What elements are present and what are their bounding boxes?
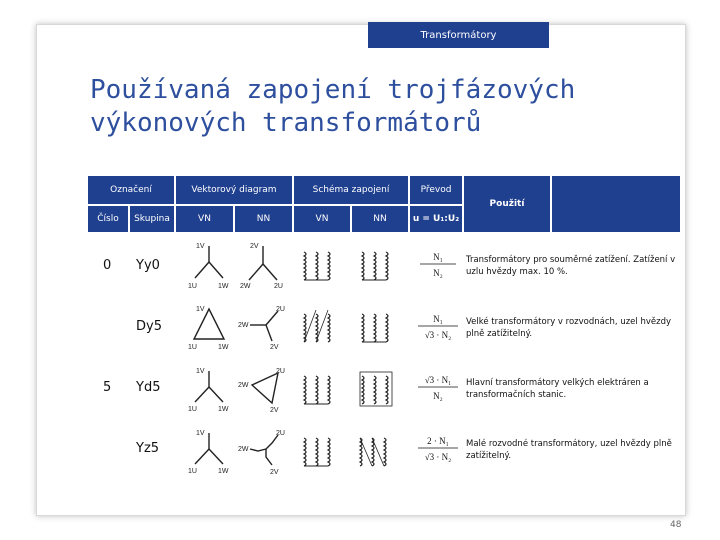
- svg-text:1W: 1W: [218, 344, 229, 351]
- header-vn-vector: VN: [176, 206, 233, 232]
- row3-nn-triangle-diagram: [238, 365, 288, 413]
- header-prevod: Převod: [410, 176, 462, 204]
- row3-ratio: [414, 371, 462, 405]
- svg-text:2W: 2W: [238, 446, 249, 453]
- header-pouziti: Použití: [464, 176, 550, 232]
- svg-text:1V: 1V: [196, 368, 205, 375]
- row4-skupina: Yz5: [136, 441, 160, 456]
- header-vektorovy: Vektorový diagram: [176, 176, 292, 204]
- title-line-1: Používaná zapojení trojfázových: [90, 75, 576, 105]
- header-tab: Transformátory: [368, 22, 549, 48]
- svg-text:2V: 2V: [270, 344, 279, 351]
- header-vn-schema: VN: [294, 206, 350, 232]
- row2-skupina: Dy5: [136, 319, 162, 334]
- row4-ratio: [414, 432, 462, 466]
- svg-text:2V: 2V: [270, 407, 279, 413]
- header-ratio: u = U₁:U₂: [410, 206, 462, 232]
- row3-use: Hlavní transformátory velkých elektráren a transformačních stanic.: [466, 378, 649, 400]
- svg-text:2V: 2V: [270, 469, 279, 475]
- svg-text:2W: 2W: [238, 322, 249, 329]
- svg-text:1W: 1W: [218, 283, 229, 290]
- row2-ratio: [414, 310, 462, 344]
- svg-text:1U: 1U: [188, 344, 197, 351]
- header-skupina: Skupina: [130, 206, 174, 232]
- svg-text:1U: 1U: [188, 468, 197, 475]
- svg-text:1U: 1U: [188, 283, 197, 290]
- svg-text:1W: 1W: [218, 468, 229, 475]
- header-nn-schema: NN: [352, 206, 408, 232]
- svg-text:1V: 1V: [196, 243, 205, 250]
- svg-text:2U: 2U: [274, 283, 283, 290]
- row1-skupina: Yy0: [136, 258, 160, 273]
- row1-use: Transformátory pro souměrné zatížení. Zatížení v uzlu hvězdy max. 10 %.: [466, 255, 676, 277]
- svg-text:2U: 2U: [276, 430, 285, 437]
- slide-title: [90, 74, 650, 140]
- row1-ratio-den: N₂: [433, 268, 443, 278]
- row4-ratio-num: 2 · N₁: [427, 436, 449, 446]
- row1-cislo: 0: [103, 258, 112, 273]
- row2-nn-star-diagram: [238, 303, 288, 351]
- svg-text:1W: 1W: [218, 406, 229, 413]
- row1-nn-star-diagram: [238, 240, 288, 290]
- header-schema: Schéma zapojení: [294, 176, 408, 204]
- row3-ratio-num: √3 · N₁: [424, 375, 452, 385]
- svg-text:2V: 2V: [250, 243, 259, 250]
- svg-text:1U: 1U: [188, 406, 197, 413]
- svg-text:2W: 2W: [240, 283, 251, 290]
- row3-skupina: Yd5: [136, 380, 161, 395]
- svg-text:2U: 2U: [276, 368, 285, 375]
- row2-ratio-den: √3 · N₂: [424, 330, 452, 340]
- row1-vn-star-diagram: [186, 240, 232, 290]
- schema-windings: [296, 238, 406, 480]
- svg-text:1V: 1V: [196, 306, 205, 313]
- row2-ratio-num: N₁: [433, 314, 443, 324]
- page-number: 48: [670, 520, 682, 530]
- svg-text:2U: 2U: [276, 306, 285, 313]
- row4-use: Malé rozvodné transformátory, uzel hvězdy plně zatížitelný.: [466, 439, 672, 461]
- row4-nn-zigzag-diagram: [238, 427, 288, 475]
- header-oznaceni: Označení: [88, 176, 174, 204]
- header-pouziti-ext: [552, 176, 680, 232]
- row3-ratio-den: N₂: [433, 391, 443, 401]
- row3-cislo: 5: [103, 380, 112, 395]
- row2-vn-triangle-diagram: [186, 303, 232, 351]
- row4-ratio-den: √3 · N₂: [424, 452, 452, 462]
- svg-text:2W: 2W: [238, 382, 249, 389]
- row2-use: Velké transformátory v rozvodnách, uzel hvězdy plně zatížitelný.: [466, 317, 672, 339]
- row1-ratio-num: N₁: [433, 252, 443, 262]
- svg-text:1V: 1V: [196, 430, 205, 437]
- title-line-2: výkonových transformátorů: [90, 108, 482, 138]
- row1-ratio: [414, 248, 462, 282]
- header-cislo: Číslo: [88, 206, 128, 232]
- header-nn-vector: NN: [235, 206, 292, 232]
- row3-vn-star-diagram: [186, 365, 232, 413]
- row4-vn-star-diagram: [186, 427, 232, 475]
